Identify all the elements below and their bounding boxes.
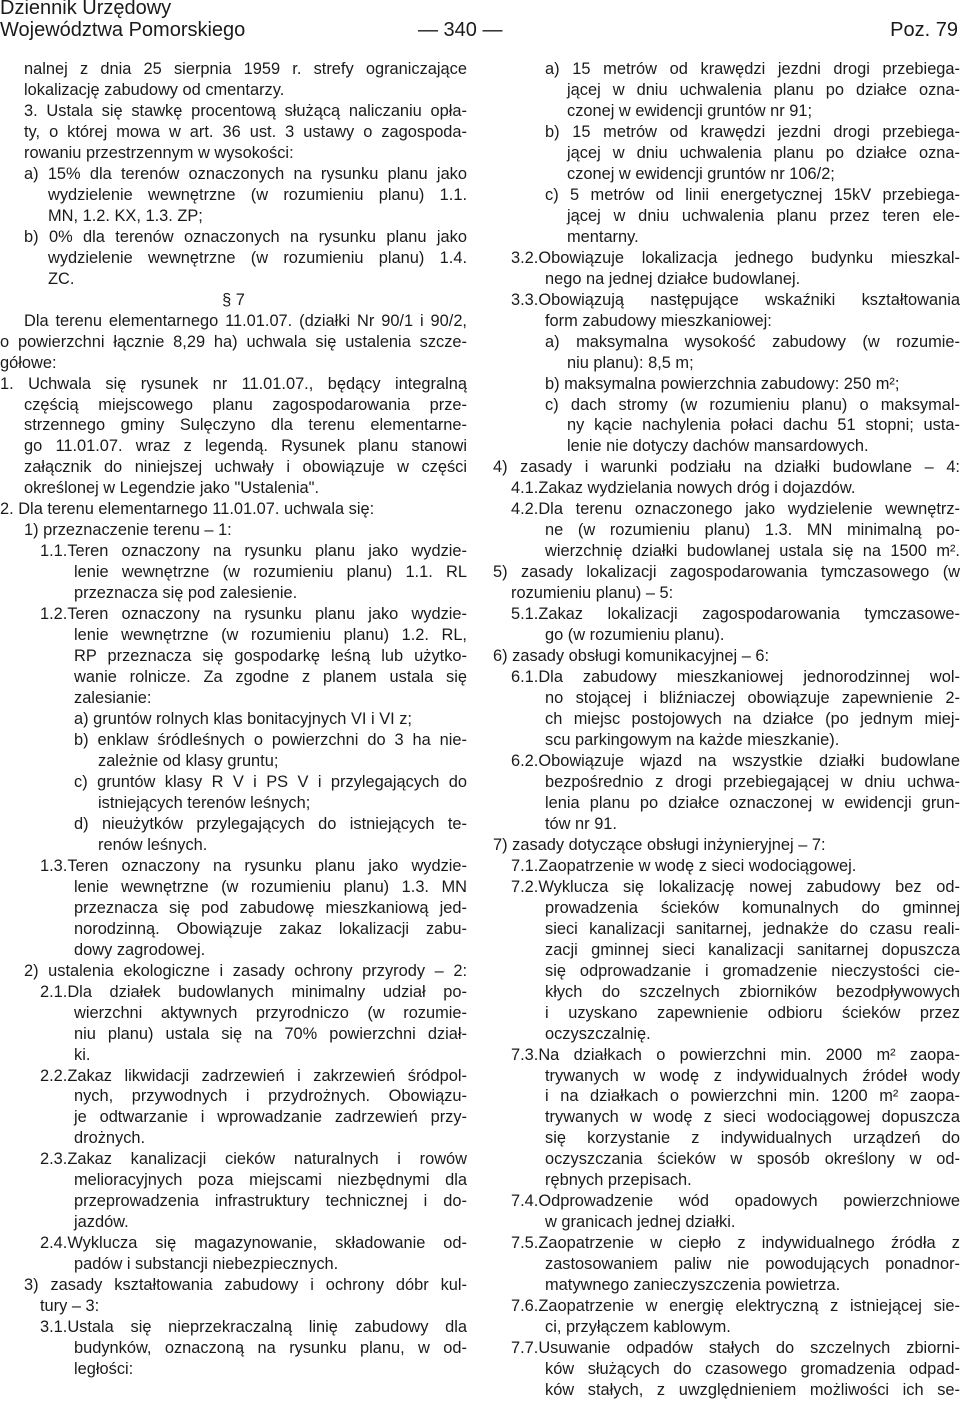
text-line: jazdów. (74, 1213, 129, 1232)
text-line: ZC. (48, 269, 75, 288)
text-line: rowaniu przestrzennym w wysokości: (24, 143, 294, 162)
text-line: lenie wewnętrzne (w rozumieniu planu) 1.3. MN (74, 877, 467, 896)
text-line: lenia planu po działce oznaczonej w ewidencji grun- (545, 793, 960, 812)
text-line: zalesianie: (74, 689, 152, 708)
text-line: nych, przywodnych i przydrożnych. Obowiązu- (74, 1087, 467, 1106)
text-line: ny kącie nachylenia połaci dachu 51 stopni; usta- (567, 416, 960, 435)
text-line: zależnie od klasy gruntu; (98, 751, 279, 770)
text-line: 2.3.Zakaz kanalizacji cieków naturalnych i rowów (40, 1150, 467, 1169)
text-line: 7.4.Odprowadzenie wód opadowych powierzchniowe (511, 1192, 960, 1211)
text-line: 2) ustalenia ekologiczne i zasady ochrony przyrody – 2: (24, 961, 467, 980)
text-line: drożnych. (74, 1129, 146, 1148)
text-line: § 7 (222, 290, 245, 309)
text-line: istniejących terenów leśnych; (98, 793, 311, 812)
text-line: 7.3.Na działkach o powierzchni min. 2000 m² zaopa- (511, 1045, 960, 1064)
text-line: no stojącej i bliźniaczej obowiązuje zapewnienie 2- (545, 689, 960, 708)
text-line: b) maksymalna powierzchnia zabudowy: 250 m²; (545, 374, 900, 393)
text-line: ci, przyłączem kablowym. (545, 1318, 731, 1337)
text-line: b) 0% dla terenów oznaczonych na rysunku planu jako (24, 227, 467, 246)
text-line: melioracyjnych poza miejscami niezbędnymi dla (74, 1171, 467, 1190)
text-line: 7.5.Zaopatrzenie w ciepło z indywidualnego źródła z (511, 1234, 960, 1253)
text-line: 5.1.Zakaz lokalizacji zagospodarowania tymczasowe- (511, 605, 960, 624)
text-line: nalnej z dnia 25 sierpnia 1959 r. strefy ograniczające (24, 60, 467, 78)
text-line: ch miejsc postojowych na działce (po jednym miej- (545, 710, 960, 729)
text-line: lokalizację zabudowy od cmentarzy. (24, 80, 285, 99)
text-line: tury – 3: (40, 1297, 100, 1316)
text-line: 7.2.Wyklucza się lokalizację nowej zabudowy bez od- (511, 877, 960, 896)
text-line: d) nieużytków przylegających do istniejących te- (74, 814, 467, 833)
text-line: niu planu): 8,5 m; (567, 353, 694, 372)
text-line: 6.1.Dla zabudowy mieszkaniowej jednorodzinnej wol- (511, 668, 960, 687)
text-line: 2.2.Zakaz likwidacji zadrzewień i zakrzewień śródpol- (40, 1066, 467, 1085)
text-line: Dla terenu elementarnego 11.01.07. (działki Nr 90/1 i 90/2, (24, 311, 467, 330)
text-line: nego na jednej działce budowlanej. (545, 269, 801, 288)
text-line: jącej w dniu uchwalenia planu przez teren ele- (567, 206, 960, 225)
journal-title-line2: Województwa Pomorskiego (0, 19, 246, 41)
text-line: wierzchni aktywnych przyrodniczo (w rozumie- (74, 1003, 467, 1022)
text-line: go 11.01.07. wraz z legendą. Rysunek planu stanowi (24, 437, 467, 456)
text-line: tów nr 91. (545, 814, 617, 833)
text-line: się korzystanie z indywidualnych urządzeń do (545, 1129, 960, 1148)
text-line: go (w rozumieniu planu). (545, 626, 725, 645)
page-number: — 340 — (418, 19, 503, 41)
text-line: 3.1.Ustala się nieprzekraczalną linię zabudowy dla (40, 1318, 467, 1337)
text-line: się odprowadzanie i gromadzenie nieczystości cie- (545, 961, 960, 980)
text-line: 2.4.Wyklucza się magazynowanie, składowanie od- (40, 1234, 467, 1253)
text-line: czonej w ewidencji gruntów nr 91; (567, 101, 813, 120)
text-line: b) enklaw śródleśnych o powierzchni do 3 ha nie- (74, 731, 467, 749)
text-line: 7) zasady dotyczące obsługi inżynieryjnej – 7: (493, 835, 826, 854)
text-line: 7.7.Usuwanie odpadów stałych do szczelnych zbiorni- (511, 1339, 960, 1358)
text-line: przeznacza się pod zalesienie. (74, 584, 298, 603)
text-line: 6) zasady obsługi komunikacyjnej – 6: (493, 647, 770, 666)
text-line: zastosowaniem paliw nie powodujących ponadnor- (545, 1255, 960, 1274)
text-line: sieci kanalizacji sanitarnej, jednakże do czasu reali- (545, 919, 960, 938)
text-line: c) gruntów klasy R V i PS V i przylegających do (74, 772, 467, 791)
left-text-column (0, 59, 467, 1380)
text-line: gółowe: (0, 353, 57, 372)
text-line: 3.3.Obowiązują następujące wskaźniki kształtowania (511, 290, 960, 309)
text-line: wydzielenie wewnętrzne (w rozumieniu planu) 1.1. (48, 185, 467, 204)
text-line: trywanych w wodę z indywidualnych źródeł wody (545, 1066, 960, 1085)
text-line: MN, 1.2. KX, 1.3. ZP; (48, 206, 203, 225)
text-line: 1. Uchwala się rysunek nr 11.01.07., będący integralną (0, 374, 467, 393)
text-line: c) 5 metrów od linii energetycznej 15kV przebiega- (545, 185, 960, 204)
text-line: jącej w dniu uchwalenia planu po działce ozna- (567, 143, 960, 162)
text-line: rozumieniu planu) – 5: (511, 584, 674, 603)
text-line: strzennego gminy Sulęczyno dla terenu elementarne- (24, 416, 467, 435)
text-line: RP przeznacza się gospodarkę leśną lub użytko- (74, 647, 467, 666)
text-line: 1.1.Teren oznaczony na rysunku planu jako wydzie- (40, 542, 467, 561)
text-line: je odtwarzanie i wprowadzanie zadrzewień przy- (74, 1108, 467, 1127)
text-line: 2. Dla terenu elementarnego 11.01.07. uchwala się: (0, 500, 375, 519)
text-line: a) 15% dla terenów oznaczonych na rysunku planu jako (24, 164, 467, 183)
text-line: b) 15 metrów od krawędzi jezdni drogi przebiega- (545, 122, 960, 141)
text-line: ków służących do czasowego gromadzenia odpad- (545, 1360, 960, 1379)
text-line: załącznik do niniejszej uchwały i obowiązuje w części (24, 458, 467, 477)
text-line: a) gruntów rolnych klas bonitacyjnych VI i VI z; (74, 710, 412, 729)
text-line: mentarny. (567, 227, 639, 246)
text-line: ne (w rozumieniu planu) 1.3. MN minimalną po- (545, 521, 960, 540)
text-line: 3.2.Obowiązuje lokalizacja jednego budynku mieszkal- (511, 248, 960, 267)
text-line: 2.1.Dla działek budowlanych minimalny udział po- (40, 982, 467, 1001)
text-line: i uzyskano zapewnienie odbioru ścieków przez (545, 1003, 960, 1022)
text-line: oczyszczania ścieków w sposób określony w od- (545, 1150, 960, 1169)
text-line: 3) zasady kształtowania zabudowy i ochrony dóbr kul- (24, 1276, 467, 1295)
text-line: 1.3.Teren oznaczony na rysunku planu jako wydzie- (40, 856, 467, 875)
text-line: ty, o której mowa w art. 36 ust. 3 ustawy o zagospoda- (24, 122, 467, 141)
text-line: padów i substancji niebezpiecznych. (74, 1255, 339, 1274)
text-line: 7.6.Zaopatrzenie w energię elektryczną z istniejącej sie- (511, 1297, 960, 1316)
text-line: ki. (74, 1045, 91, 1064)
text-line: w granicach jednej działki. (545, 1213, 736, 1232)
text-line: 7.1.Zaopatrzenie w wodę z sieci wodociągowej. (511, 856, 857, 875)
text-line: i na działkach o powierzchni min. 1200 m² zaopa- (545, 1087, 960, 1106)
text-line: a) 15 metrów od krawędzi jezdni drogi przebiega- (545, 60, 960, 78)
text-line: wierzchnię działki budowlanej ustala się na 1500 m². (545, 542, 960, 561)
text-line: 1) przeznaczenie terenu – 1: (24, 521, 232, 540)
text-line: lenie nie dotyczy dachów mansardowych. (567, 437, 869, 456)
text-line: określonej w Legendzie jako "Ustalenia". (24, 479, 319, 498)
text-line: jącej w dniu uchwalenia planu po działce ozna- (567, 80, 960, 99)
text-line: rębnych przepisach. (545, 1171, 692, 1190)
text-line: 1.2.Teren oznaczony na rysunku planu jako wydzie- (40, 605, 467, 624)
text-line: dowy zagrodowej. (74, 940, 206, 959)
text-line: wydzielenie wewnętrzne (w rozumieniu planu) 1.4. (48, 248, 467, 267)
text-line: 6.2.Obowiązuje wjazd na wszystkie działki budowlane (511, 751, 960, 770)
position-number: Poz. 79 (890, 19, 958, 41)
text-line: 4.1.Zakaz wydzielania nowych dróg i dojazdów. (511, 479, 856, 498)
page-header (0, 0, 960, 44)
text-line: czonej w ewidencji gruntów nr 106/2; (567, 164, 835, 183)
text-line: norodzinną. Obowiązuje zakaz lokalizacji zabu- (74, 919, 467, 938)
text-line: 4.2.Dla terenu oznaczonego jako wydzielenie wewnętrz- (511, 500, 960, 519)
text-line: budynków, oznaczoną na rysunku planu, w od- (74, 1339, 467, 1358)
text-line: częścią miejscowego planu zagospodarowania prze- (24, 395, 467, 414)
text-line: kłych do szczelnych zbiorników bezodpływowych (545, 982, 960, 1001)
text-line: ków stałych, z uwzględnieniem możliwości ich se- (545, 1381, 960, 1400)
text-line: przeznacza się pod zabudowę mieszkaniową jed- (74, 898, 467, 917)
text-line: bezpośrednio z drogi przebiegającej w dniu uchwa- (545, 772, 960, 791)
text-line: matywnego zanieczyszczenia powietrza. (545, 1276, 841, 1295)
text-line: c) dach stromy (w rozumieniu planu) o maksymal- (545, 395, 960, 414)
journal-title-line1: Dziennik Urzędowy (0, 0, 172, 19)
text-line: trywanych w wodę z sieci wodociągowej dopuszcza (545, 1108, 960, 1127)
right-text-column (493, 59, 960, 1401)
text-line: form zabudowy mieszkaniowej: (545, 311, 772, 330)
text-line: zacji gminnej sieci kanalizacji sanitarnej dopuszcza (545, 940, 960, 959)
text-line: 5) zasady lokalizacji zagospodarowania tymczasowego (w (493, 563, 960, 582)
text-line: niu planu) ustala się na 70% powierzchni dział- (74, 1024, 467, 1043)
text-line: o powierzchni łącznie 8,29 ha) uchwala się ustalenia szcze- (0, 332, 467, 351)
text-line: przeprowadzenia infrastruktury technicznej i do- (74, 1192, 467, 1211)
text-line: a) maksymalna wysokość zabudowy (w rozumie- (545, 332, 960, 351)
text-line: oczyszczalnię. (545, 1024, 651, 1043)
text-line: 3. Ustala się stawkę procentową służącą naliczaniu opła- (24, 101, 467, 120)
text-line: renów leśnych. (98, 835, 208, 854)
text-line: wanie rolnicze. Za zgodne z planem ustala się (74, 668, 467, 687)
text-line: 4) zasady i warunki podziału na działki budowlane – 4: (493, 458, 960, 477)
text-line: lenie wewnętrzne (w rozumieniu planu) 1.2. RL, (74, 626, 467, 645)
text-line: scu parkingowym na każde mieszkanie). (545, 731, 840, 749)
text-line: ległości: (74, 1360, 134, 1379)
text-line: lenie wewnętrzne (w rozumieniu planu) 1.1. RL (74, 563, 467, 582)
text-line: prowadzenia ścieków komunalnych do gminnej (545, 898, 960, 917)
